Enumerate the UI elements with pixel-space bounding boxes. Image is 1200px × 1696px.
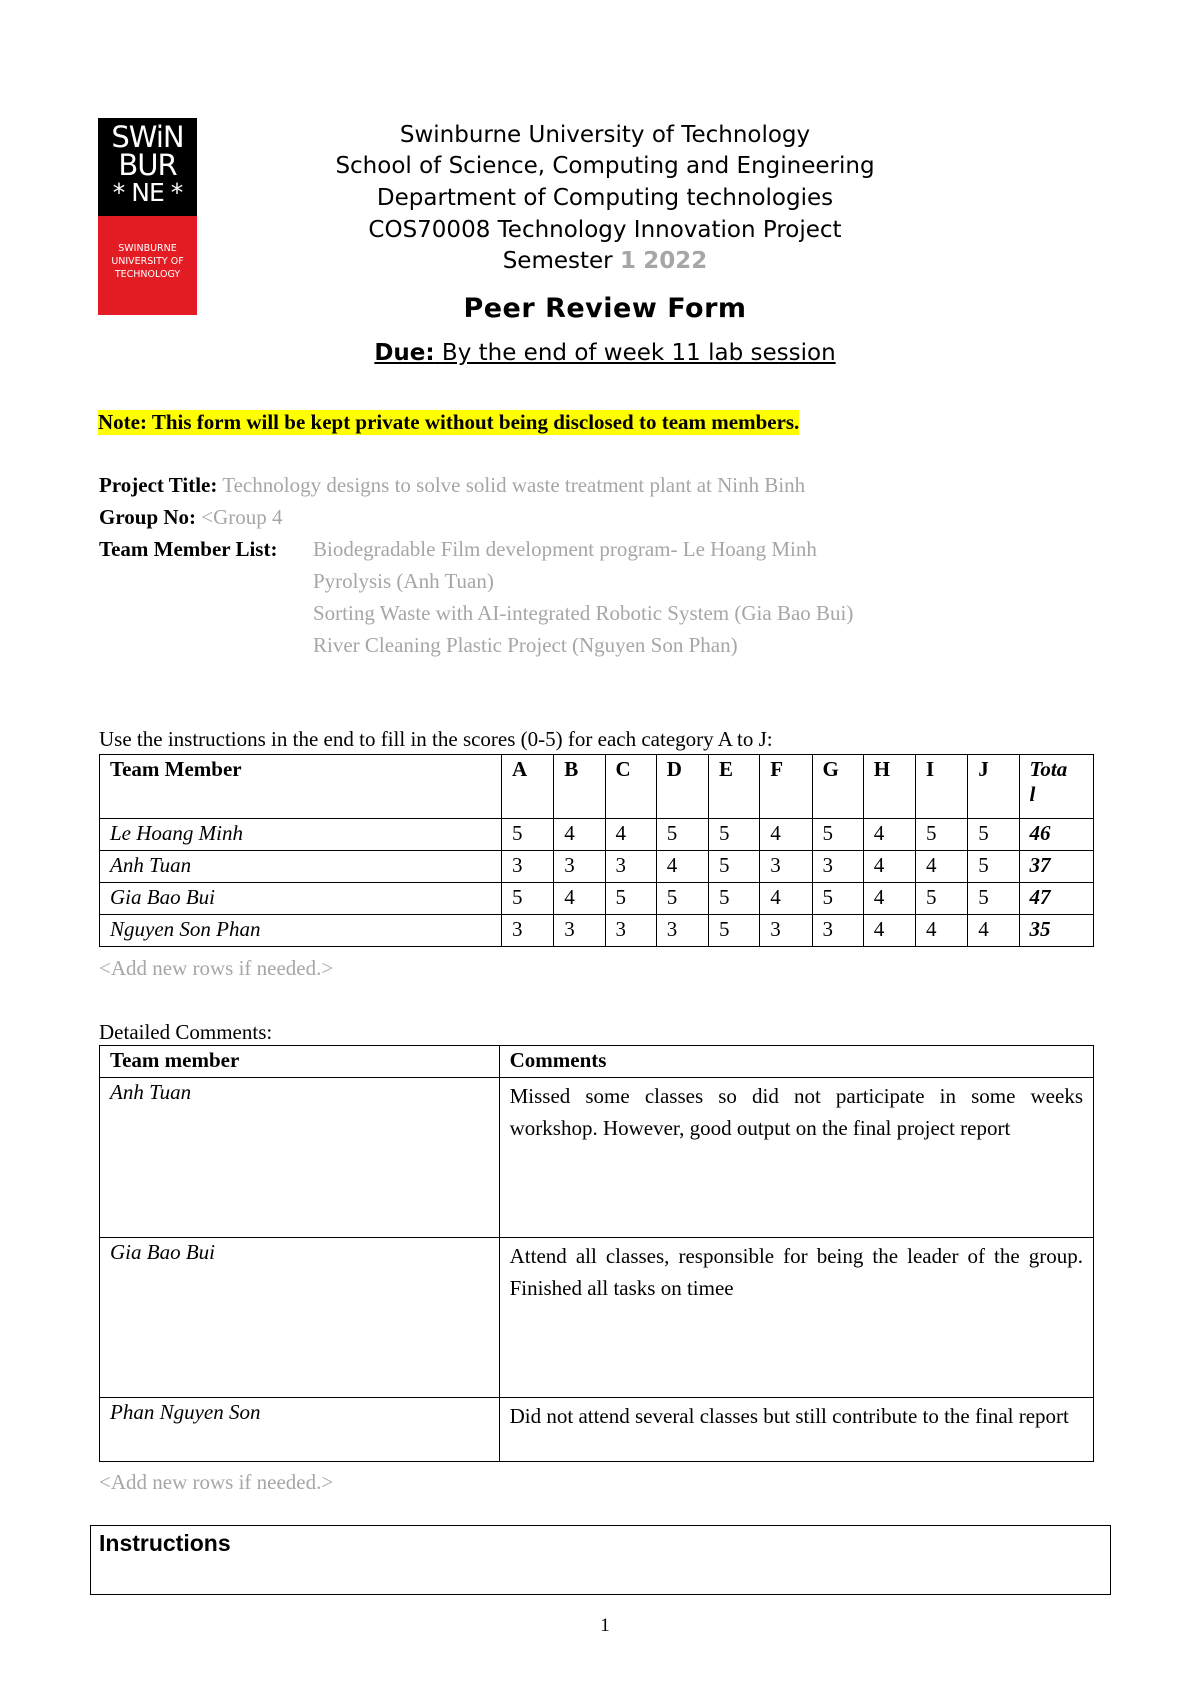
score-cell: 5	[968, 851, 1019, 883]
group-label: Group No:	[99, 505, 197, 529]
logo-sub-line-1: SWINBURNE	[118, 243, 177, 254]
logo-line-1: SWiN	[111, 120, 184, 154]
score-cell: 3	[812, 851, 863, 883]
total-cell: 46	[1019, 819, 1093, 851]
score-cell: 3	[812, 915, 863, 947]
score-cell: 4	[863, 819, 915, 851]
score-cell: 5	[968, 883, 1019, 915]
instructions-title: Instructions	[99, 1530, 231, 1556]
header-category: F	[760, 755, 812, 819]
score-cell: 5	[916, 883, 968, 915]
score-cell: 3	[760, 851, 812, 883]
page-number: 1	[600, 1615, 610, 1636]
score-cell: 5	[709, 883, 760, 915]
header-total-part2: l	[1029, 782, 1036, 806]
logo-sub-line-2: UNIVERSITY OF	[111, 256, 184, 267]
score-cell: 4	[968, 915, 1019, 947]
header-category: A	[502, 755, 554, 819]
comment-cell: Missed some classes so did not participate in some weeks workshop. However, good output on the final project report	[499, 1078, 1093, 1238]
privacy-note: Note: This form will be kept private without being disclosed to team members.	[98, 410, 800, 434]
score-table	[99, 754, 1094, 947]
score-cell: 4	[656, 851, 708, 883]
total-cell: 47	[1019, 883, 1093, 915]
member-list-item: Pyrolysis (Anh Tuan)	[313, 569, 494, 593]
score-cell: 5	[605, 883, 656, 915]
score-cell: 4	[760, 883, 812, 915]
due-text: By the end of week 11 lab session	[441, 340, 836, 366]
score-cell: 4	[554, 819, 605, 851]
table-row	[100, 1078, 1094, 1238]
member-name: Anh Tuan	[100, 851, 502, 883]
score-cell: 3	[554, 851, 605, 883]
table-row	[100, 851, 1094, 883]
score-cell: 3	[554, 915, 605, 947]
comment-cell: Did not attend several classes but still contribute to the final report	[499, 1398, 1093, 1462]
due-label: Due:	[374, 340, 435, 366]
score-cell: 5	[812, 883, 863, 915]
member-name: Nguyen Son Phan	[100, 915, 502, 947]
score-cell: 4	[760, 819, 812, 851]
score-cell: 3	[502, 851, 554, 883]
score-cell: 3	[656, 915, 708, 947]
header-category: D	[656, 755, 708, 819]
score-cell: 3	[605, 915, 656, 947]
member-list-item: Biodegradable Film development program- Le Hoang Minh	[313, 537, 817, 561]
header-category: E	[709, 755, 760, 819]
semester-year: 2022	[643, 248, 708, 274]
due-line	[0, 340, 1200, 366]
header-category: H	[863, 755, 915, 819]
member-list-item: River Cleaning Plastic Project (Nguyen Son Phan)	[313, 633, 738, 657]
score-cell: 5	[916, 819, 968, 851]
logo-line-2: BUR	[118, 148, 177, 182]
score-cell: 4	[916, 915, 968, 947]
project-title-label: Project Title:	[99, 473, 218, 497]
group-value: <Group 4	[201, 505, 283, 529]
member-name: Anh Tuan	[100, 1078, 500, 1238]
add-rows-hint: <Add new rows if needed.>	[99, 1470, 334, 1494]
table-row	[100, 1398, 1094, 1462]
score-cell: 5	[656, 883, 708, 915]
score-cell: 4	[605, 819, 656, 851]
score-cell: 5	[709, 819, 760, 851]
comments-table	[99, 1045, 1094, 1462]
table-row	[100, 915, 1094, 947]
member-name: Gia Bao Bui	[100, 883, 502, 915]
score-cell: 3	[605, 851, 656, 883]
total-cell: 35	[1019, 915, 1093, 947]
header-comments: Comments	[499, 1046, 1093, 1078]
header-team-member: Team Member	[100, 755, 502, 819]
comment-cell: Attend all classes, responsible for being the leader of the group. Finished all tasks on timee	[499, 1238, 1093, 1398]
project-title-value: Technology designs to solve solid waste treatment plant at Ninh Binh	[222, 473, 806, 497]
table-row	[100, 819, 1094, 851]
add-rows-hint: <Add new rows if needed.>	[99, 956, 334, 980]
table-row	[100, 1238, 1094, 1398]
header-category: C	[605, 755, 656, 819]
score-cell: 5	[709, 851, 760, 883]
table-row	[100, 883, 1094, 915]
header-total-part1: Tota	[1029, 757, 1068, 781]
member-list-item: Sorting Waste with AI-integrated Robotic System (Gia Bao Bui)	[313, 601, 854, 625]
score-cell: 4	[554, 883, 605, 915]
score-cell: 5	[502, 883, 554, 915]
comments-header-row	[100, 1046, 1094, 1078]
member-name: Le Hoang Minh	[100, 819, 502, 851]
school-name: School of Science, Computing and Engineering	[335, 153, 875, 179]
semester-line	[0, 246, 1200, 277]
member-name: Gia Bao Bui	[100, 1238, 500, 1398]
score-cell: 5	[812, 819, 863, 851]
score-cell: 3	[502, 915, 554, 947]
score-cell: 5	[968, 819, 1019, 851]
members-label	[99, 536, 277, 562]
form-title: Peer Review Form	[463, 293, 747, 324]
semester-label: Semester	[502, 248, 613, 274]
semester-number: 1	[619, 248, 636, 274]
score-cell: 5	[709, 915, 760, 947]
header-category: J	[968, 755, 1019, 819]
members-label-text: Team Member List:	[99, 537, 278, 561]
comments-label: Detailed Comments:	[99, 1020, 273, 1044]
instructions-box	[90, 1525, 1111, 1595]
department-name: Department of Computing technologies	[376, 185, 834, 211]
unit-name: COS70008 Technology Innovation Project	[368, 217, 842, 243]
header-category: I	[916, 755, 968, 819]
header-total	[1019, 755, 1093, 819]
score-header-row	[100, 755, 1094, 819]
university-name: Swinburne University of Technology	[399, 122, 811, 148]
score-cell: 4	[863, 915, 915, 947]
header-category: G	[812, 755, 863, 819]
score-cell: 5	[656, 819, 708, 851]
total-cell: 37	[1019, 851, 1093, 883]
logo-sub-line-3: TECHNOLOGY	[114, 269, 181, 280]
header-category: B	[554, 755, 605, 819]
score-cell: 4	[863, 851, 915, 883]
score-cell: 4	[863, 883, 915, 915]
score-cell: 3	[760, 915, 812, 947]
member-name: Phan Nguyen Son	[100, 1398, 500, 1462]
score-instructions: Use the instructions in the end to fill in the scores (0-5) for each category A to J:	[99, 727, 773, 751]
score-cell: 4	[916, 851, 968, 883]
project-title-line	[99, 472, 805, 498]
header-team-member: Team member	[100, 1046, 500, 1078]
logo-line-3: * NE *	[112, 178, 183, 207]
score-cell: 5	[502, 819, 554, 851]
group-line	[99, 504, 283, 530]
